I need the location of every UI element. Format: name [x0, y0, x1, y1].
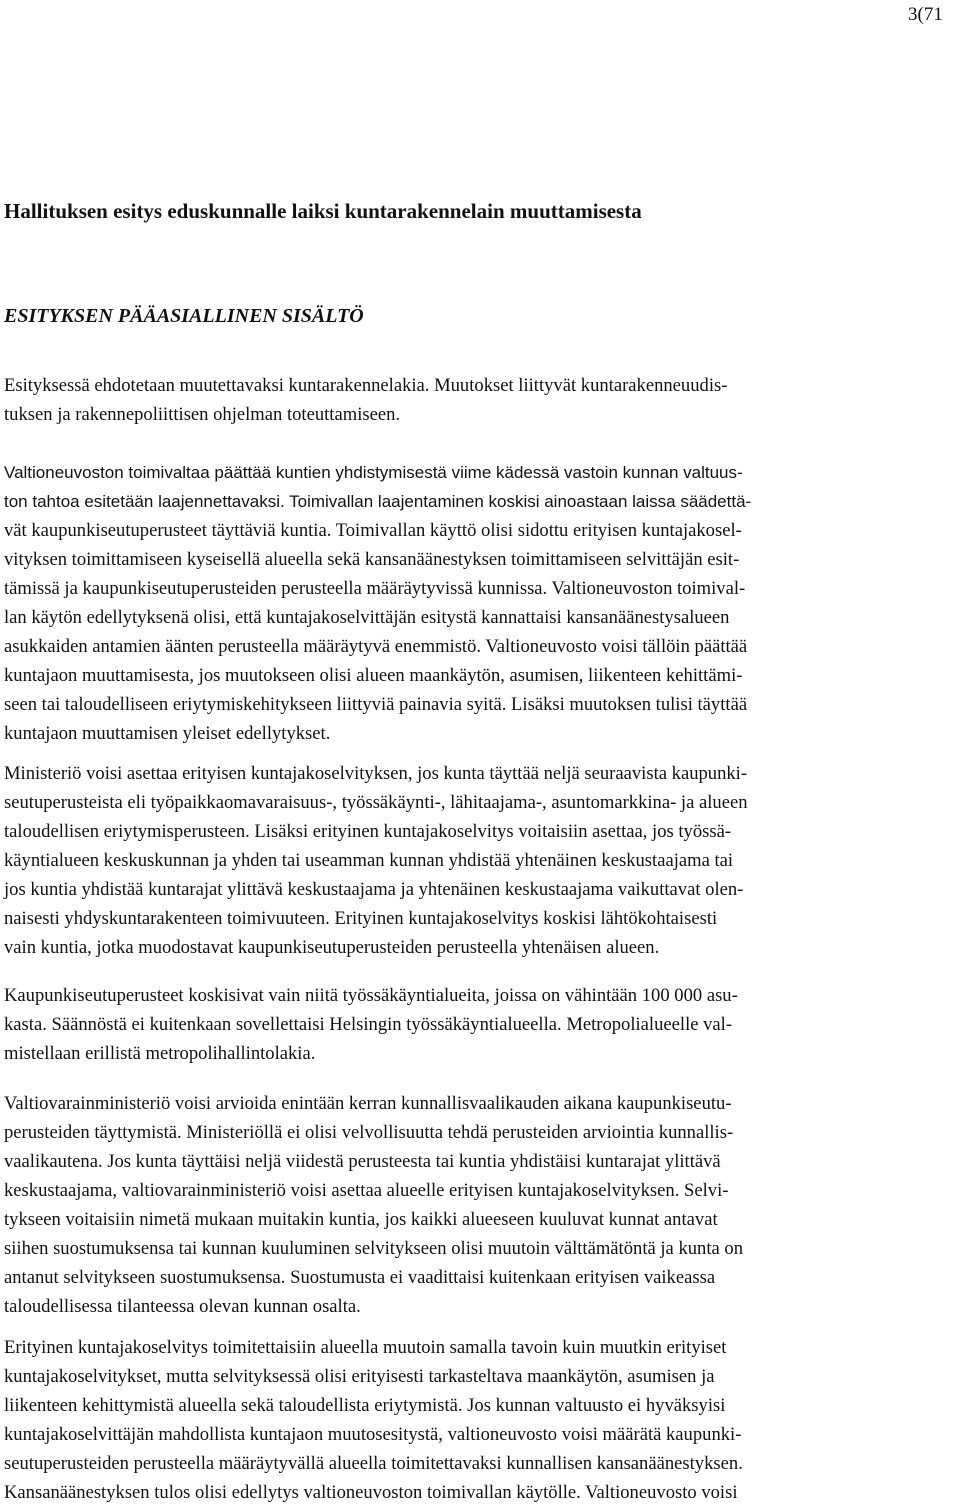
document-title: Hallituksen esitys eduskunnalle laiksi kuntarakennelain muuttamisesta: [4, 199, 642, 223]
paragraph-line: Kaupunkiseutuperusteet koskisivat vain niitä työssäkäyntialueita, joissa on vähintään 100 000 asu-: [4, 985, 738, 1006]
paragraph-line: liikenteen kehittymistä alueella sekä taloudellista eriytymistä. Jos kunnan valtuusto ei hyväksyisi: [4, 1395, 726, 1416]
paragraph-line: Erityinen kuntajakoselvitys toimitettaisiin alueella muutoin samalla tavoin kuin muutkin erityiset: [4, 1337, 727, 1358]
paragraph-line: vityksen toimittamiseen kyseisellä alueella sekä kansanäänestyksen toimittamiseen selvittäjän esit-: [4, 549, 740, 570]
paragraph-line: vaalikautena. Jos kunta täyttäisi neljä viidestä perusteesta tai kuntia yhdistäisi kuntarajat ylittävä: [4, 1151, 721, 1172]
paragraph-line: tykseen voitaisiin nimetä mukaan muitakin kuntia, jos kaikki alueeseen kuuluvat kunnat antavat: [4, 1209, 718, 1230]
paragraph-line: Kansanäänestyksen tulos olisi edellytys valtioneuvoston toimivallan käytölle. Valtioneuvosto voisi: [4, 1482, 738, 1503]
paragraph-line: lan käytön edellytyksenä olisi, että kuntajakoselvittäjän esitystä kannattaisi kansanäänestysalueen: [4, 607, 730, 628]
paragraph-line: seen tai taloudelliseen eriytymiskehitykseen liittyviä painavia syitä. Lisäksi muutoksen tulisi täyttää: [4, 694, 748, 715]
paragraph-line: taloudellisessa tilanteessa olevan kunnan osalta.: [4, 1296, 361, 1317]
paragraph-line: seutuperusteiden perusteella määräytyvällä alueella toimitettavaksi kunnallisen kansanäänestyksen.: [4, 1453, 743, 1474]
paragraph-line: jos kuntia yhdistää kuntarajat ylittävä keskustaajama ja yhtenäinen keskustaajama vaikuttavat olen-: [4, 879, 744, 900]
paragraph-line: kuntajakoselvittäjän mahdollista kuntajaon muutosesitystä, valtioneuvosto voisi määrätä kaupunki-: [4, 1424, 742, 1445]
paragraph-summary: [4, 371, 956, 429]
paragraph-line: vät kaupunkiseutuperusteet täyttäviä kuntia. Toimivallan käyttö olisi sidottu erityisen kuntajakosel-: [4, 520, 742, 541]
paragraph-line: antanut selvitykseen suostumuksensa. Suostumusta ei vaadittaisi kuitenkaan erityisen vaikeassa: [4, 1267, 716, 1288]
paragraph-line: kuntajaon muuttamisen yleiset edellytykset.: [4, 723, 331, 744]
paragraph-line: vain kuntia, jotka muodostavat kaupunkiseutuperusteiden perusteella yhtenäisen alueen.: [4, 937, 660, 958]
paragraph-line: Valtiovarainministeriö voisi arvioida enintään kerran kunnallisvaalikauden aikana kaupunkiseutu-: [4, 1093, 732, 1114]
section-heading: ESITYKSEN PÄÄASIALLINEN SISÄLTÖ: [4, 305, 364, 327]
paragraph-special-study: [4, 1333, 956, 1507]
paragraph-line: mistellaan erillistä metropolihallintolakia.: [4, 1043, 316, 1064]
paragraph-line: taloudellisen eriytymisperusteen. Lisäksi erityinen kuntajakoselvitys voitaisiin asettaa, jos työssä-: [4, 821, 732, 842]
paragraph-line: kasta. Säännöstä ei kuitenkaan sovellettaisi Helsingin työssäkäyntialueella. Metropolialueelle val-: [4, 1014, 733, 1035]
paragraph-line: Ministeriö voisi asettaa erityisen kuntajakoselvityksen, jos kunta täyttää neljä seuraavista kaupunki-: [4, 763, 748, 784]
paragraph-line: perusteiden täyttymistä. Ministeriöllä ei olisi velvollisuutta tehdä perusteiden arviointia kunnallis-: [4, 1122, 734, 1143]
paragraph-line: kuntajaon muuttamisesta, jos muutokseen olisi alueen maankäytön, asumisen, liikenteen kehittämi-: [4, 665, 743, 686]
paragraph-line: kuntajakoselvitykset, mutta selvityksessä olisi erityisesti tarkasteltava maankäytön, asumisen ja: [4, 1366, 715, 1387]
paragraph-line: Esityksessä ehdotetaan muutettavaksi kuntarakennelakia. Muutokset liittyvät kuntarakenneuudis-: [4, 375, 728, 396]
paragraph-urban-criteria: [4, 981, 956, 1068]
paragraph-line: käyntialueen keskuskunnan ja yhden tai useamman kunnan yhdistää yhtenäinen keskustaajama tai: [4, 850, 734, 871]
page-number: 3(71: [908, 4, 943, 25]
paragraph-ministry-study: [4, 759, 956, 962]
paragraph-line: naisesti yhdyskuntarakenteen toimivuuteen. Erityinen kuntajakoselvitys koskisi lähtökohtaisesti: [4, 908, 718, 929]
paragraph-line: asukkaiden antamien äänten perusteella määräytyvä enemmistö. Valtioneuvosto voisi tällöin päättää: [4, 636, 748, 657]
paragraph-line: siihen suostumuksensa tai kunnan kuuluminen selvitykseen olisi muutoin välttämätöntä ja kunta on: [4, 1238, 744, 1259]
paragraph-line: keskustaajama, valtiovarainministeriö voisi asettaa alueelle erityisen kuntajakoselvityksen. Selvi-: [4, 1180, 729, 1201]
paragraph-line: tämissä ja kaupunkiseutuperusteiden perusteella määräytyvissä kunnissa. Valtioneuvoston toimival-: [4, 578, 746, 599]
paragraph-line: tuksen ja rakennepoliittisen ohjelman toteuttamiseen.: [4, 404, 401, 425]
paragraph-line: seutuperusteista eli työpaikkaomavaraisuus-, työssäkäynti-, lähitaajama-, asuntomarkkina- ja alueen: [4, 792, 748, 813]
paragraph-line: Valtioneuvoston toimivaltaa päättää kuntien yhdistymisestä viime kädessä vastoin kunnan valtuus-: [4, 463, 743, 482]
paragraph-government-powers: [4, 458, 956, 748]
paragraph-finance-ministry: [4, 1089, 956, 1321]
paragraph-line: ton tahtoa esitetään laajennettavaksi. Toimivallan laajentaminen koskisi ainoastaan laissa säädettä-: [4, 492, 752, 511]
